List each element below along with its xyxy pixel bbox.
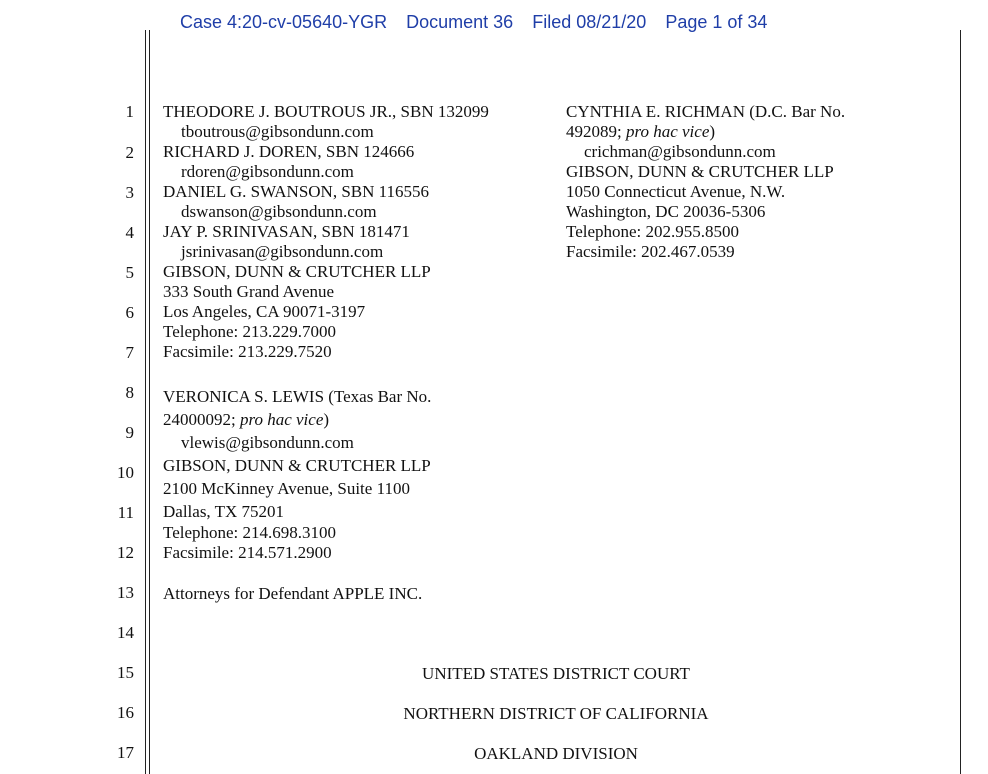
line-number: 15 (117, 663, 134, 682)
attorney-bar-line: 24000092; pro hac vice) (163, 410, 330, 429)
attorney-name: JAY P. SRINIVASAN, SBN 181471 (163, 222, 410, 241)
line-number: 4 (125, 223, 134, 242)
firm-telephone: Telephone: 214.698.3100 (163, 523, 337, 542)
line-number: 12 (117, 543, 134, 562)
attorney-name: DANIEL G. SWANSON, SBN 116556 (163, 182, 430, 201)
left-margin-rule (145, 30, 146, 774)
line-number: 2 (125, 143, 134, 162)
left-margin-rule-inner (149, 30, 150, 774)
firm-facsimile: Facsimile: 213.229.7520 (163, 342, 332, 361)
line-number: 10 (117, 463, 134, 482)
firm-address: 1050 Connecticut Avenue, N.W. (566, 182, 786, 201)
filed-date: Filed 08/21/20 (532, 12, 647, 32)
case-number: Case 4:20-cv-05640-YGR (180, 12, 388, 32)
attorney-name: THEODORE J. BOUTROUS JR., SBN 132099 (163, 102, 489, 121)
firm-telephone: Telephone: 202.955.8500 (566, 222, 740, 241)
firm-address: Dallas, TX 75201 (163, 502, 285, 521)
attorney-email: crichman@gibsondunn.com (584, 142, 776, 161)
line-number: 11 (117, 503, 134, 522)
firm-facsimile: Facsimile: 202.467.0539 (566, 242, 735, 261)
line-number: 14 (117, 623, 134, 642)
attorney-email: rdoren@gibsondunn.com (181, 162, 354, 181)
firm-address: Washington, DC 20036-5306 (566, 202, 766, 221)
firm-telephone: Telephone: 213.229.7000 (163, 322, 337, 341)
attorneys-for-line: Attorneys for Defendant APPLE INC. (163, 584, 423, 603)
attorney-bar-line: 492089; pro hac vice) (566, 122, 716, 141)
line-number: 13 (117, 583, 134, 602)
court-district: NORTHERN DISTRICT OF CALIFORNIA (403, 704, 709, 723)
line-number: 17 (117, 743, 134, 762)
attorney-email: tboutrous@gibsondunn.com (181, 122, 374, 141)
firm-name: GIBSON, DUNN & CRUTCHER LLP (566, 162, 834, 181)
firm-facsimile: Facsimile: 214.571.2900 (163, 543, 332, 562)
attorney-name: VERONICA S. LEWIS (Texas Bar No. (163, 387, 432, 406)
document-number: Document 36 (406, 12, 514, 32)
court-name: UNITED STATES DISTRICT COURT (422, 664, 690, 683)
line-number: 9 (125, 423, 134, 442)
line-number: 16 (117, 703, 134, 722)
right-counsel-block (566, 102, 845, 262)
attorney-email: vlewis@gibsondunn.com (181, 433, 354, 452)
firm-name: GIBSON, DUNN & CRUTCHER LLP (163, 456, 431, 475)
attorney-name: CYNTHIA E. RICHMAN (D.C. Bar No. (566, 102, 846, 121)
attorney-name: RICHARD J. DOREN, SBN 124666 (163, 142, 415, 161)
court-division: OAKLAND DIVISION (474, 744, 638, 763)
firm-address: Los Angeles, CA 90071-3197 (163, 302, 366, 321)
attorney-email: dswanson@gibsondunn.com (181, 202, 377, 221)
right-margin-rule (960, 30, 961, 774)
page-indicator: Page 1 of 34 (665, 12, 768, 32)
line-number: 6 (125, 303, 134, 322)
attorney-email: jsrinivasan@gibsondunn.com (181, 242, 384, 261)
line-number: 7 (125, 343, 134, 362)
firm-address: 2100 McKinney Avenue, Suite 1100 (163, 479, 410, 498)
line-number: 1 (125, 102, 134, 121)
firm-address: 333 South Grand Avenue (163, 282, 335, 301)
line-number: 5 (125, 263, 134, 282)
line-number: 3 (125, 183, 134, 202)
left-counsel-block (163, 102, 489, 362)
document-header (180, 12, 781, 33)
line-number: 8 (125, 383, 134, 402)
firm-name: GIBSON, DUNN & CRUTCHER LLP (163, 262, 431, 281)
lewis-counsel-block (163, 385, 431, 563)
